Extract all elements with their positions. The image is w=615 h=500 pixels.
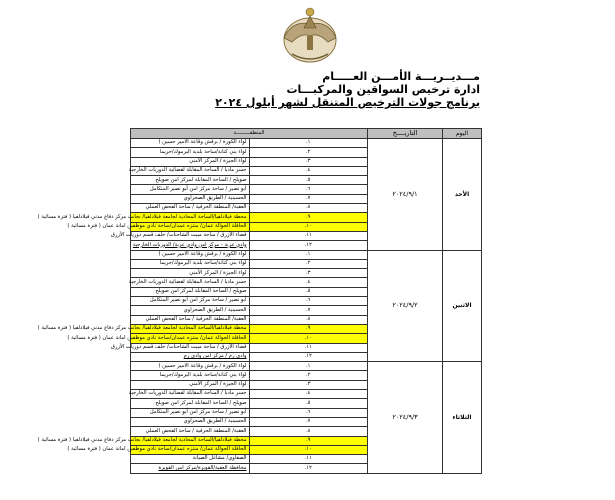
area-cell: الحسينية / الطريق الصحراوي [131, 194, 250, 203]
date-cell: ٢٠٢٤/٩/١ [368, 139, 443, 251]
area-cell: لواء بني كنانة/ساحة بلدية اليرموك/حريما [131, 371, 250, 380]
area-cell: الحسينية / الطريق الصحراوي [131, 417, 250, 426]
area-cell: الحسينية / الطريق الصحراوي [131, 306, 250, 315]
area-cell: محطة فيلادلفيا/الساحة المحاذية لجامعة فيلادلفيا/ بجانب مركز دفاع مدني فيلادلفيا ( فترة مسائية ) [131, 324, 250, 333]
area-cell: جسر مادبا / الساحة المقابلة لقضائية الدوريات الخارجية [131, 390, 250, 399]
area-cell: أبو نصير / ساحة مركز امن أبو نصير المتكامل [131, 297, 250, 306]
date-cell: ٢٠٢٤/٩/٣ [368, 362, 443, 474]
row-number-cell: ٨. [249, 204, 368, 213]
area-cell: العقبة/ المنطقة الحرفية / ساحة الفحص العملي [131, 427, 250, 436]
area-cell: قضاء الأزرق / ساحة مبيت الشاحنات/ خلف قسم دوريات الأزرق [131, 343, 250, 352]
area-cell: العقبة/ المنطقة الحرفية / ساحة الفحص العملي [131, 315, 250, 324]
row-number-cell: ٣. [249, 157, 368, 166]
row-number-cell: ١١. [249, 231, 368, 240]
row-number-cell: ٩. [249, 436, 368, 445]
row-number-cell: ٤. [249, 390, 368, 399]
area-cell: محطة فيلادلفيا/الساحة المحاذية لجامعة فيلادلفيا/ بجانب مركز دفاع مدني فيلادلفيا ( فترة مسائية ) [131, 213, 250, 222]
row-number-cell: ٦. [249, 297, 368, 306]
area-cell: جسر مادبا / الساحة المقابلة لقضائية الدوريات الخارجية [131, 166, 250, 175]
row-number-cell: ٤. [249, 278, 368, 287]
row-number-cell: ١٢. [249, 352, 368, 361]
area-cell: جسر مادبا / الساحة المقابلة لقضائية الدوريات الخارجية [131, 278, 250, 287]
header-program-title: برنامج جولات الترخيص المتنقل لشهر أيلول ٢٠٢٤ [215, 96, 480, 109]
area-cell: الصفاوي/ مشاغل الصيانة [131, 455, 250, 464]
area-cell: لواء الجيزة / المركز الأمني [131, 380, 250, 389]
row-number-cell: ١١. [249, 455, 368, 464]
row-number-cell: ٣. [249, 380, 368, 389]
area-cell: صويلح / الساحة المقابلة لمركز امن صويلح [131, 287, 250, 296]
header-area: المنطقـــــــــة [131, 129, 368, 139]
area-cell: لواء بني كنانة/ساحة بلدية اليرموك/حريما [131, 148, 250, 157]
row-number-cell: ٣. [249, 269, 368, 278]
header-directorate: مـــديــريـــة الأمـــن العـــــام [322, 70, 480, 83]
row-number-cell: ٢. [249, 259, 368, 268]
area-cell: صويلح / الساحة المقابلة لمركز امن صويلح [131, 399, 250, 408]
area-cell: لواء الكورة / برقش وقاعة الامير حسين ) [131, 139, 250, 148]
row-number-cell: ٥. [249, 287, 368, 296]
date-cell: ٢٠٢٤/٩/٢ [368, 250, 443, 362]
row-number-cell: ١. [249, 250, 368, 259]
row-number-cell: ٤. [249, 166, 368, 175]
day-cell: الاثنين [443, 250, 482, 362]
table-row [131, 139, 482, 148]
row-number-cell: ٥. [249, 176, 368, 185]
row-number-cell: ١. [249, 362, 368, 371]
area-cell: الحافلة الجوالة عمان/ منتزه عمدان/ساحة نادي موظفين امانة عمان ( فترة مسائية ) [131, 445, 250, 454]
area-cell: محطة فيلادلفيا/الساحة المحاذية لجامعة فيلادلفيا/ بجانب مركز دفاع مدني فيلادلفيا ( فترة مسائية ) [131, 436, 250, 445]
area-cell: لواء الكورة / برقش وقاعة الامير حسين ) [131, 250, 250, 259]
row-number-cell: ١٢. [249, 241, 368, 250]
row-number-cell: ٧. [249, 306, 368, 315]
table-row [131, 250, 482, 259]
area-cell: لواء الجيزة / المركز الأمني [131, 269, 250, 278]
public-security-emblem [278, 2, 342, 66]
area-cell: قضاء الأزرق / ساحة مبيت الشاحنات/ خلف قسم دوريات الأزرق [131, 231, 250, 240]
area-cell: أبو نصير / ساحة مركز امن أبو نصير المتكامل [131, 408, 250, 417]
area-cell: لواء الجيزة / المركز الأمني [131, 157, 250, 166]
row-number-cell: ٩. [249, 324, 368, 333]
row-number-cell: ٩. [249, 213, 368, 222]
row-number-cell: ١٢. [249, 464, 368, 473]
header-day: اليوم [443, 129, 482, 139]
row-number-cell: ٢. [249, 148, 368, 157]
row-number-cell: ٨. [249, 427, 368, 436]
schedule-table [37, 128, 482, 474]
table-header-row [131, 129, 482, 139]
row-number-cell: ١٠. [249, 222, 368, 231]
day-cell: الثلاثاء [443, 362, 482, 474]
row-number-cell: ٨. [249, 315, 368, 324]
row-number-cell: ٦. [249, 408, 368, 417]
document-header [150, 70, 480, 109]
row-number-cell: ٧. [249, 194, 368, 203]
table-row [131, 362, 482, 371]
area-cell: العقبة/ المنطقة الحرفية / ساحة الفحص العملي [131, 204, 250, 213]
area-cell: وادي عربة - مركز امن وادي عربة/ الدوريات الخارجية [131, 241, 250, 250]
row-number-cell: ٥. [249, 399, 368, 408]
area-cell: الحافلة الجوالة عمان/ منتزه عمدان/ساحة نادي موظفين امانة عمان ( فترة مسائية ) [131, 334, 250, 343]
row-number-cell: ٦. [249, 185, 368, 194]
header-date: التاريــــخ [368, 129, 443, 139]
header-department: ادارة ترخيص السواقين والمركبـــات [286, 83, 480, 96]
row-number-cell: ٢. [249, 371, 368, 380]
row-number-cell: ١١. [249, 343, 368, 352]
row-number-cell: ١٠. [249, 334, 368, 343]
area-cell: صويلح / الساحة المقابلة لمركز امن صويلح [131, 176, 250, 185]
row-number-cell: ٧. [249, 417, 368, 426]
area-cell: وادي رم / مركز امن وادي رم [131, 352, 250, 361]
row-number-cell: ١. [249, 139, 368, 148]
row-number-cell: ١٠. [249, 445, 368, 454]
area-cell: لواء الكورة / برقش وقاعة الامير حسين ) [131, 362, 250, 371]
area-cell: أبو نصير / ساحة مركز امن أبو نصير المتكامل [131, 185, 250, 194]
area-cell: لواء بني كنانة/ساحة بلدية اليرموك/حريما [131, 259, 250, 268]
area-cell: الحافلة الجوالة عمان/ منتزه عمدان/ساحة نادي موظفين امانة عمان ( فترة مسائية ) [131, 222, 250, 231]
area-cell: محافظة العقبة/القويرة/مركز امن القويرة [131, 464, 250, 473]
day-cell: الأحد [443, 139, 482, 251]
